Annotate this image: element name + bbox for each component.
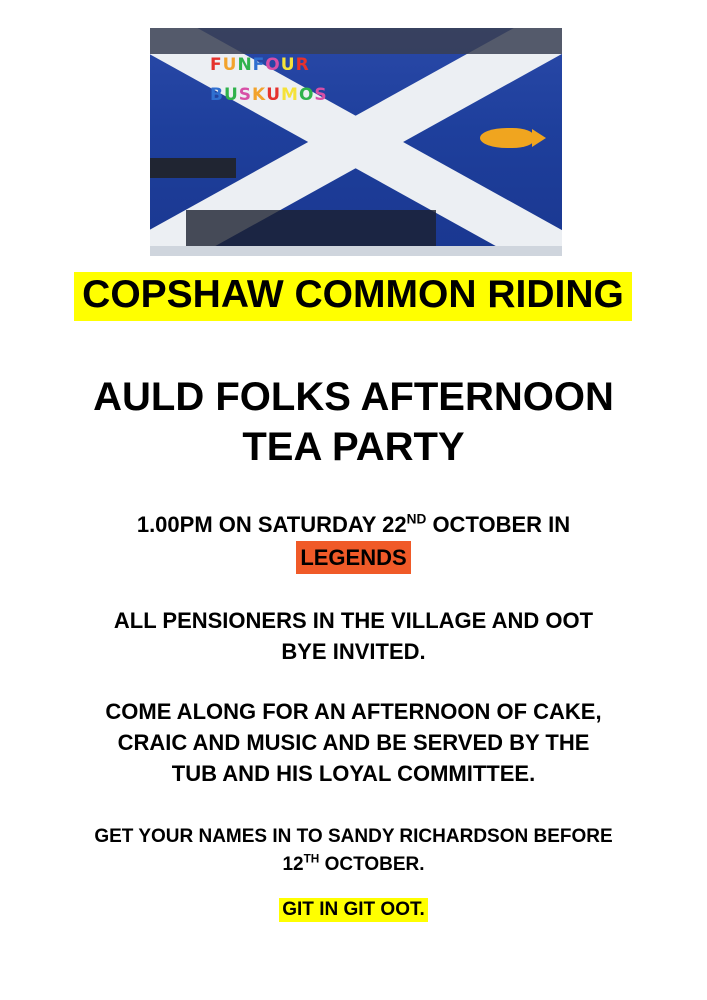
headline-line-1: AULD FOLKS AFTERNOON	[93, 375, 614, 419]
venue-name: LEGENDS	[296, 541, 410, 574]
signup-line-2	[40, 851, 667, 879]
photo-dark-bar-bottom	[186, 210, 436, 246]
page-title: COPSHAW COMMON RIDING	[74, 272, 632, 321]
come-along-line-3: TUB AND HIS LOYAL COMMITTEE.	[171, 760, 536, 786]
closing-slogan: GIT IN GIT OOT.	[279, 898, 428, 922]
event-date-suffix: OCTOBER IN	[426, 512, 571, 537]
invited-paragraph	[40, 606, 667, 668]
event-when-row	[40, 508, 667, 574]
photo-bottom-edge	[150, 246, 562, 256]
banner-letters: FUNFOUR BUSKUMOS	[210, 55, 328, 105]
date-ordinal-suffix: ND	[406, 511, 427, 527]
signup-deadline-day: 12	[282, 853, 304, 875]
headline-line-2: TEA PARTY	[242, 425, 465, 469]
come-along-line-1: COME ALONG FOR AN AFTERNOON OF CAKE,	[105, 699, 602, 724]
signup-deadline-ordinal: TH	[303, 852, 320, 866]
event-time-date-prefix: 1.00PM ON SATURDAY 22	[136, 512, 407, 537]
poster-title-row	[44, 272, 662, 321]
signup-line-1: GET YOUR NAMES IN TO SANDY RICHARDSON BEFORE	[94, 826, 613, 847]
photo-dark-bar-left	[150, 158, 236, 178]
headline	[40, 372, 667, 472]
invited-line-1: ALL PENSIONERS IN THE VILLAGE AND OOT	[113, 608, 594, 633]
come-along-paragraph	[40, 697, 667, 789]
come-along-line-2: CRAIC AND MUSIC AND BE SERVED BY THE	[117, 729, 590, 755]
invited-line-2: BYE INVITED.	[281, 638, 426, 664]
saltire-flag-photo	[150, 28, 562, 256]
signup-deadline-month: OCTOBER.	[319, 853, 425, 875]
signup-paragraph	[40, 823, 667, 878]
closing-row	[40, 898, 667, 922]
fish-icon	[480, 128, 534, 148]
